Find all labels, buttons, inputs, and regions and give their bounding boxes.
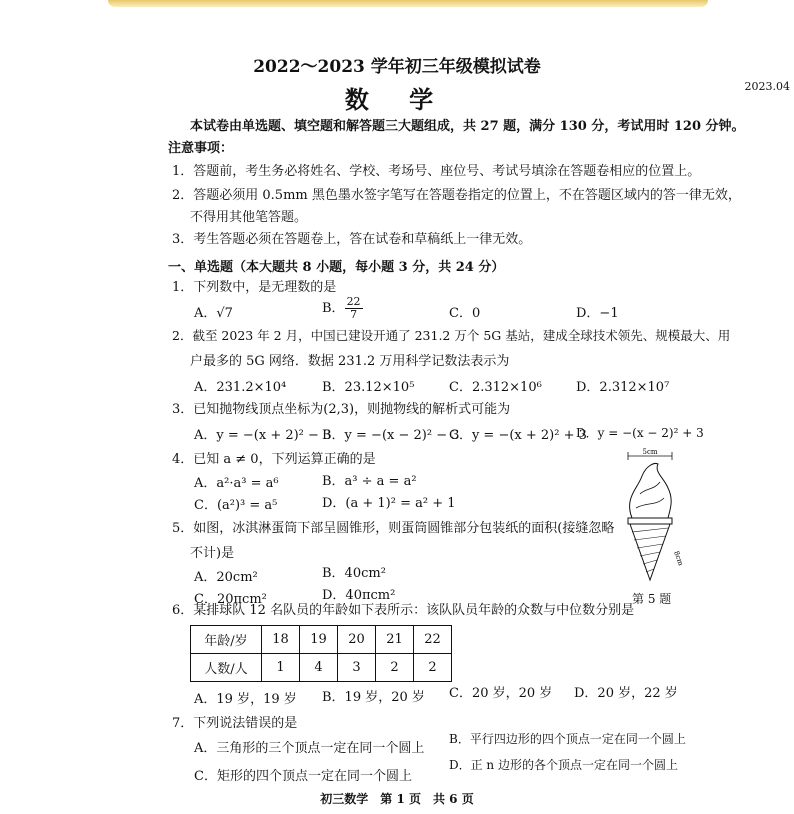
ice-cream-cone-figure xyxy=(620,448,685,583)
q7-option-c: C．矩形的四个顶点一定在同一个圆上 xyxy=(194,769,412,784)
age-cell: 18 xyxy=(262,626,300,654)
q5-stem-1: 5．如图，冰淇淋蛋筒下部呈圆锥形，则蛋筒圆锥部分包装纸的面积(接缝忽略 xyxy=(172,521,615,536)
q6-option-b: B．19 岁，20 岁 xyxy=(322,690,425,705)
q7-stem: 7．下列说法错误的是 xyxy=(172,716,298,731)
count-row xyxy=(191,654,452,682)
age-cell: 19 xyxy=(300,626,338,654)
exam-date: 2023.04 xyxy=(744,80,790,93)
age-header: 年龄/岁 xyxy=(191,626,262,654)
q3-stem: 3．已知抛物线顶点坐标为(2,3)，则抛物线的解析式可能为 xyxy=(172,402,511,417)
count-cell: 2 xyxy=(414,654,452,682)
count-cell: 3 xyxy=(338,654,376,682)
q1-option-c: C．0 xyxy=(449,306,481,321)
q3-option-b: B．y = −(x − 2)² − 3 xyxy=(322,428,460,443)
q3-option-d: D．y = −(x − 2)² + 3 xyxy=(576,426,704,440)
q1-fraction xyxy=(345,296,363,321)
page-top-edge xyxy=(108,0,708,7)
q4-option-b: B．a³ ÷ a = a² xyxy=(322,474,417,489)
q2-option-c: C．2.312×10⁶ xyxy=(449,380,542,395)
q5-stem-2: 不计)是 xyxy=(190,546,235,561)
section-heading: 一、单选题（本大题共 8 小题，每小题 3 分，共 24 分） xyxy=(168,260,505,275)
q5-option-d: D．40πcm² xyxy=(322,588,396,603)
page-footer: 初三数学 第 1 页 共 6 页 xyxy=(320,792,474,806)
q6-stem: 6．某排球队 12 名队员的年龄如下表所示：该队队员年龄的众数与中位数分别是 xyxy=(172,603,635,618)
figure-top-label: 5cm xyxy=(642,448,658,456)
age-cell: 21 xyxy=(376,626,414,654)
q4-stem: 4．已知 a ≠ 0，下列运算正确的是 xyxy=(172,452,376,467)
q3-option-a: A．y = −(x + 2)² − 3 xyxy=(194,428,332,443)
q6-option-d: D．20 岁，22 岁 xyxy=(574,686,678,701)
q3-option-c: C．y = −(x + 2)² + 3 xyxy=(449,428,587,443)
q4-option-a: A．a²·a³ = a⁶ xyxy=(194,476,279,491)
note-1: 1．答题前，考生务必将姓名、学校、考场号、座位号、考试号填涂在答题卷相应的位置上。 xyxy=(172,164,701,179)
q2-stem-2: 户最多的 5G 网络．数据 231.2 万用科学记数法表示为 xyxy=(190,354,510,369)
subject-title: 数 学 xyxy=(344,85,450,114)
note-3: 3．考生答题必须在答题卷上，答在试卷和草稿纸上一律无效。 xyxy=(172,232,532,247)
intro-line: 本试卷由单选题、填空题和解答题三大题组成，共 27 题，满分 130 分，考试用时 120 分钟。 xyxy=(190,119,745,134)
q1-option-a: A．√7 xyxy=(194,306,233,321)
note-2-cont: 不得用其他笔答题。 xyxy=(190,210,308,225)
age-row xyxy=(191,626,452,654)
q6-option-c: C．20 岁，20 岁 xyxy=(449,686,553,701)
q5-option-b: B．40cm² xyxy=(322,566,386,581)
q6-option-a: A．19 岁，19 岁 xyxy=(194,692,297,707)
figure-caption: 第 5 题 xyxy=(632,592,672,606)
q5-option-c: C．20πcm² xyxy=(194,592,267,607)
q4-option-c: C．(a²)³ = a⁵ xyxy=(194,498,278,513)
q1-option-b xyxy=(322,296,363,321)
exam-title: 2022～2023 学年初三年级模拟试卷 xyxy=(253,57,541,77)
q1-fraction-denominator: 7 xyxy=(350,308,358,321)
count-header: 人数/人 xyxy=(191,654,262,682)
q4-option-d: D．(a + 1)² = a² + 1 xyxy=(322,496,456,511)
count-cell: 1 xyxy=(262,654,300,682)
q2-option-a: A．231.2×10⁴ xyxy=(194,380,287,395)
figure-side-label: 8cm xyxy=(672,549,685,567)
q5-option-a: A．20cm² xyxy=(194,570,258,585)
note-2: 2．答题必须用 0.5mm 黑色墨水签字笔写在答题卷指定的位置上，不在答题区域内的答一律无效， xyxy=(172,188,741,203)
q7-option-a: A．三角形的三个顶点一定在同一个圆上 xyxy=(194,741,425,756)
q2-option-d: D．2.312×10⁷ xyxy=(576,380,670,395)
q1-stem: 1．下列数中，是无理数的是 xyxy=(172,280,337,295)
q1-option-b-label: B． xyxy=(322,301,345,316)
q7-option-d: D．正 n 边形的各个顶点一定在同一个圆上 xyxy=(449,758,678,772)
age-table xyxy=(190,625,452,682)
q1-fraction-numerator: 22 xyxy=(346,295,361,308)
count-cell: 2 xyxy=(376,654,414,682)
count-cell: 4 xyxy=(300,654,338,682)
age-cell: 22 xyxy=(414,626,452,654)
age-cell: 20 xyxy=(338,626,376,654)
q2-option-b: B．23.12×10⁵ xyxy=(322,380,415,395)
q1-option-d: D．−1 xyxy=(576,306,619,321)
q2-stem-1: 2．截至 2023 年 2 月，中国已建设开通了 231.2 万个 5G 基站，建成全球技术领先、规模最大、用 xyxy=(172,328,731,343)
q7-option-b: B．平行四边形的四个顶点一定在同一个圆上 xyxy=(449,732,686,746)
notes-title: 注意事项： xyxy=(168,141,234,156)
